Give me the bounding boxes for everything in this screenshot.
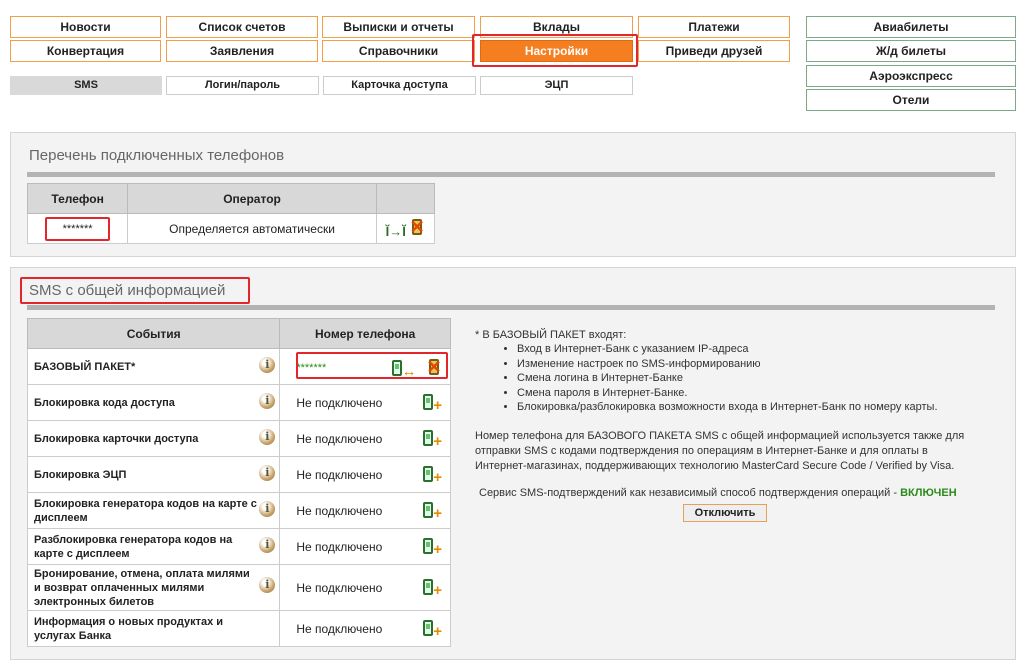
note-heading: * В БАЗОВЫЙ ПАКЕТ входят: [475, 329, 627, 341]
column-events: События [28, 319, 280, 349]
phone-icon [423, 430, 433, 446]
phone-icon [392, 360, 402, 376]
event-row [28, 349, 451, 385]
event-status: Не подключено [296, 539, 383, 554]
event-row [28, 385, 451, 421]
event-label: Бронирование, отмена, оплата милями и возврат оплаченных милями электронных билетов [34, 567, 250, 608]
phones-panel [10, 132, 1016, 257]
event-row [28, 421, 451, 457]
note-item: • Смена логина в Интернет-Банке [517, 371, 995, 386]
event-status: Не подключено [296, 580, 383, 595]
note-item: • Блокировка/разблокировка возможности входа в Интернет-Банк по номеру карты. [517, 400, 995, 415]
connect-icon[interactable]: + [433, 505, 442, 522]
sms-panel-title: SMS с общей информацией [29, 282, 226, 299]
change-icon[interactable]: ↔ [401, 363, 417, 380]
info-icon[interactable]: i [259, 465, 275, 481]
nav-accounts[interactable]: Список счетов [166, 16, 318, 38]
service-status: ВКЛЮЧЕН [900, 487, 957, 499]
note-item: • Изменение настроек по SMS-информированию [517, 357, 995, 372]
phone-cell: ******* [28, 214, 128, 244]
column-phone: Телефон [28, 184, 128, 214]
event-label: Разблокировка генератора кодов на карте с дисплеем [34, 533, 233, 560]
basic-package-note [475, 328, 995, 415]
event-label: БАЗОВЫЙ ПАКЕТ* [34, 360, 136, 373]
connect-icon[interactable]: + [433, 541, 442, 558]
event-status: ******* [296, 361, 327, 374]
event-row [28, 611, 451, 647]
event-row [28, 493, 451, 529]
phones-table [27, 183, 435, 244]
phone-icon [423, 502, 433, 518]
change-phone-icon[interactable]: Ĭ→Ĭ [385, 224, 406, 239]
event-status: Не подключено [296, 503, 383, 518]
nav-statements[interactable]: Выписки и отчеты [322, 16, 475, 38]
nav-rail-tickets[interactable]: Ж/д билеты [806, 40, 1016, 62]
connect-icon[interactable]: + [433, 397, 442, 414]
note-line: Интернет-магазинах, поддерживающих технологию MasterCard Secure Code / Verified by Visa. [475, 460, 955, 472]
subtab-digital-signature[interactable]: ЭЦП [480, 76, 633, 95]
delete-icon[interactable]: ✕ [426, 357, 442, 377]
event-label: Блокировка кода доступа [34, 396, 175, 409]
nav-deposits[interactable]: Вклады [480, 16, 633, 38]
event-label: Блокировка карточки доступа [34, 432, 199, 445]
phone-icon [423, 538, 433, 554]
info-icon[interactable]: i [259, 429, 275, 445]
note-paragraph [475, 429, 995, 474]
nav-hotels[interactable]: Отели [806, 89, 1016, 111]
phone-icon [423, 620, 433, 636]
phone-actions-cell [376, 214, 434, 244]
column-operator: Оператор [128, 184, 377, 214]
sms-confirmation-service [479, 486, 999, 500]
nav-directories[interactable]: Справочники [322, 40, 475, 62]
info-icon[interactable]: i [259, 577, 275, 593]
phone-icon [423, 394, 433, 410]
connect-icon[interactable]: + [433, 582, 442, 599]
phones-panel-title: Перечень подключенных телефонов [29, 147, 285, 164]
note-item: • Вход в Интернет-Банк с указанием IP-адреса [517, 342, 995, 357]
sms-panel [10, 267, 1016, 660]
disable-button[interactable]: Отключить [683, 504, 767, 522]
sms-panel-divider [27, 305, 995, 310]
connect-icon[interactable]: + [433, 623, 442, 640]
event-label: Информация о новых продуктах и услугах Банка [34, 615, 224, 642]
service-text: Сервис SMS-подтверждений как независимый способ подтверждения операций - [479, 487, 901, 499]
event-status: Не подключено [296, 395, 383, 410]
event-status: Не подключено [296, 467, 383, 482]
note-line: Номер телефона для БАЗОВОГО ПАКЕТА SMS с общей информацией используется также для [475, 430, 965, 442]
note-line: отправки SMS с кодами подтверждения по операциям в Интернет-Банке и для оплаты в [475, 445, 928, 457]
event-status: Не подключено [296, 431, 383, 446]
subtab-login-password[interactable]: Логин/пароль [166, 76, 319, 95]
events-table [27, 318, 451, 647]
delete-phone-icon[interactable]: ✕ [409, 217, 425, 237]
nav-invite-friends[interactable]: Приведи друзей [638, 40, 790, 62]
event-row [28, 529, 451, 565]
phones-panel-divider [27, 172, 995, 177]
nav-aeroexpress[interactable]: Аэроэкспресс [806, 65, 1016, 87]
nav-air-tickets[interactable]: Авиабилеты [806, 16, 1016, 38]
connect-icon[interactable]: + [433, 469, 442, 486]
nav-applications[interactable]: Заявления [166, 40, 318, 62]
info-icon[interactable]: i [259, 537, 275, 553]
event-label: Блокировка генератора кодов на карте с дисплеем [34, 497, 257, 524]
nav-settings[interactable]: Настройки [480, 40, 633, 62]
event-row [28, 565, 451, 611]
nav-payments[interactable]: Платежи [638, 16, 790, 38]
info-icon[interactable]: i [259, 501, 275, 517]
info-icon[interactable]: i [259, 393, 275, 409]
operator-cell: Определяется автоматически [128, 214, 377, 244]
event-label: Блокировка ЭЦП [34, 468, 127, 481]
subtab-access-card[interactable]: Карточка доступа [323, 76, 476, 95]
note-item: • Смена пароля в Интернет-Банке. [517, 386, 995, 401]
subtab-sms[interactable]: SMS [10, 76, 162, 95]
event-status: Не подключено [296, 621, 383, 636]
column-phone-number: Номер телефона [280, 319, 451, 349]
column-actions [376, 184, 434, 214]
event-row [28, 457, 451, 493]
connect-icon[interactable]: + [433, 433, 442, 450]
phone-icon [423, 579, 433, 595]
nav-conversion[interactable]: Конвертация [10, 40, 161, 62]
note-list [517, 342, 995, 415]
phone-icon [423, 466, 433, 482]
info-icon[interactable]: i [259, 357, 275, 373]
nav-news[interactable]: Новости [10, 16, 161, 38]
